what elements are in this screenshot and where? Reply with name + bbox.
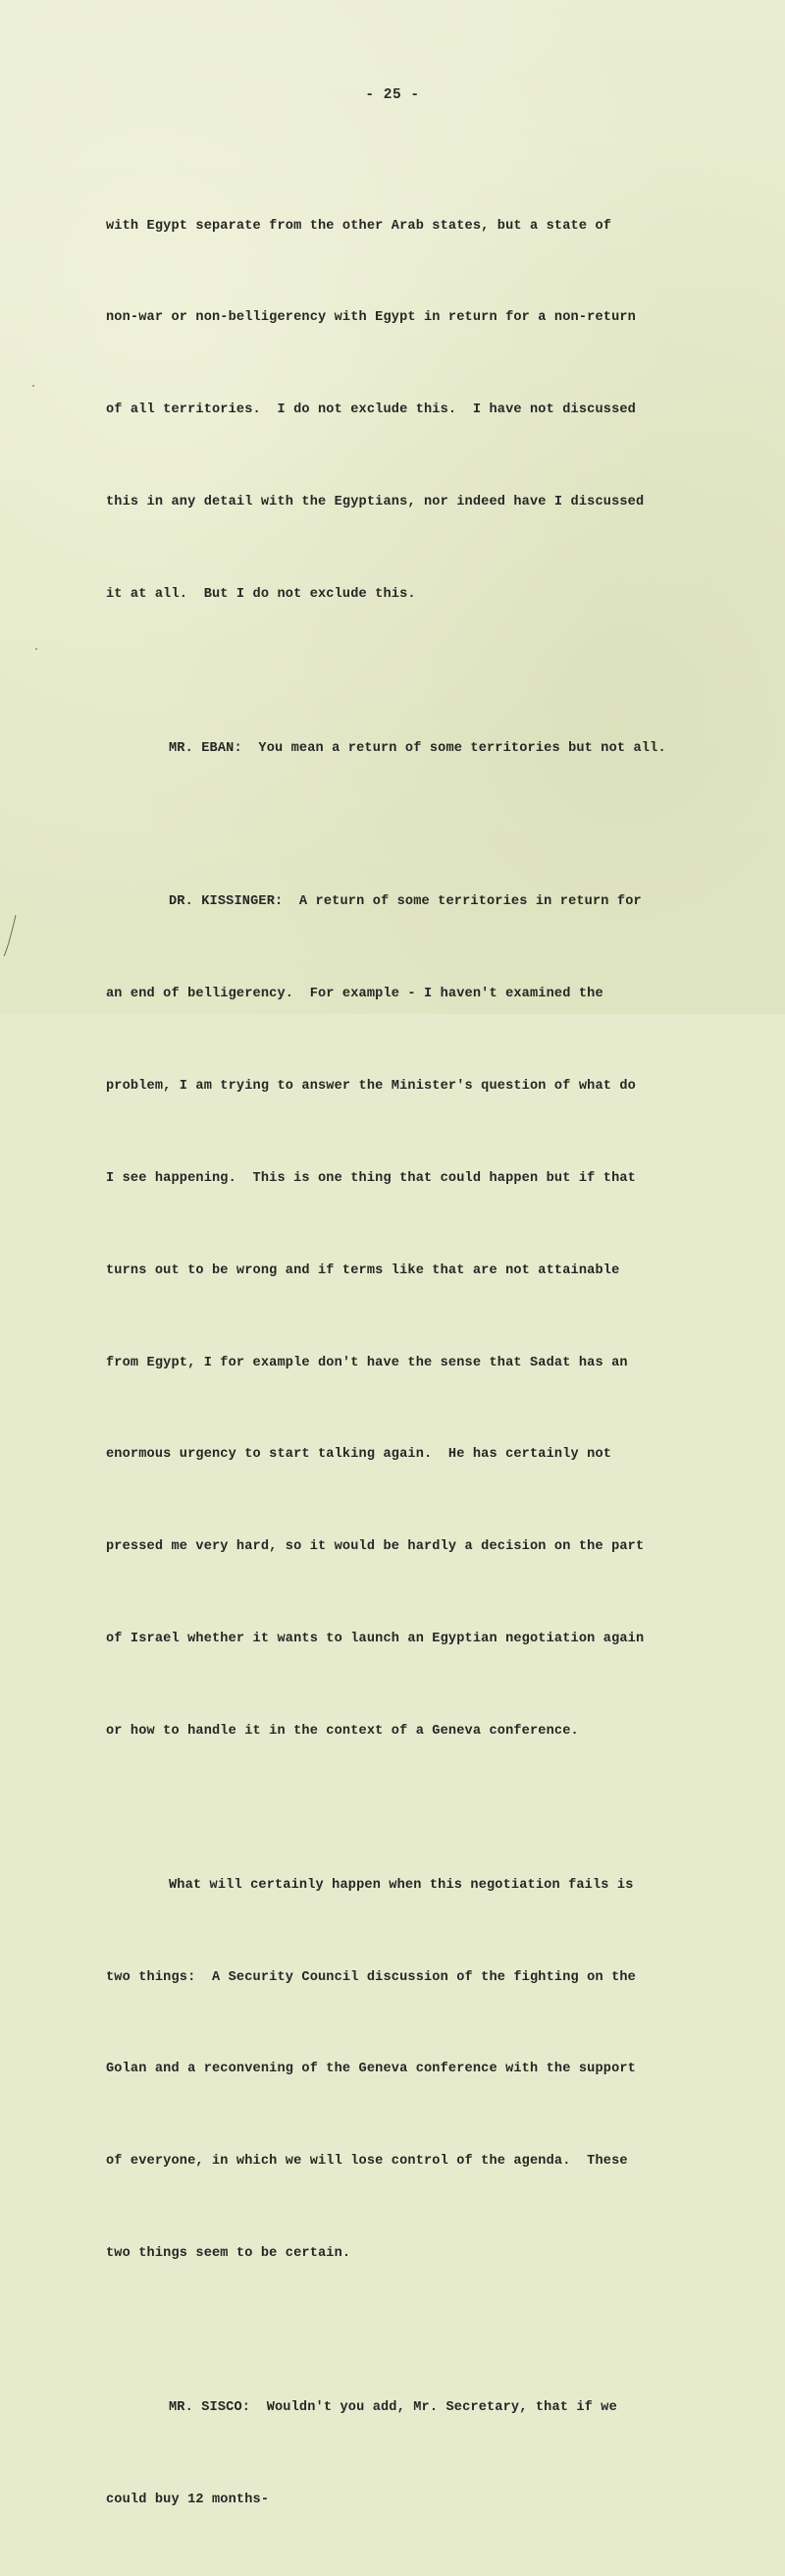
- text-line: pressed me very hard, so it would be hardly a decision on the part: [106, 1539, 645, 1555]
- paragraph-kissinger-continued: [106, 149, 734, 671]
- text-line: of all territories. I do not exclude this. I have not discussed: [106, 402, 636, 418]
- text-line: could buy 12 months-: [106, 2492, 270, 2507]
- text-line: enormous urgency to start talking again. He has certainly not: [106, 1447, 612, 1463]
- text-line: of Israel whether it wants to launch an Egyptian negotiation again: [106, 1632, 645, 1647]
- speck-mark: [35, 648, 37, 650]
- text-line: non-war or non-belligerency with Egypt in return for a non-return: [106, 310, 636, 326]
- text-line: two things seem to be certain.: [106, 2246, 351, 2262]
- text-line: of everyone, in which we will lose control of the agenda. These: [106, 2154, 628, 2170]
- text-line: I see happening. This is one thing that could happen but if that: [106, 1170, 636, 1186]
- text-line: or how to handle it in the context of a Geneva conference.: [106, 1724, 579, 1740]
- document-body: [106, 149, 734, 2576]
- text-line: this in any detail with the Egyptians, nor indeed have I discussed: [106, 495, 645, 510]
- text-line: with Egypt separate from the other Arab states, but a state of: [106, 218, 612, 234]
- text-line: problem, I am trying to answer the Minister's question of what do: [106, 1078, 636, 1094]
- text-line: MR. EBAN: You mean a return of some territories but not all.: [169, 740, 666, 756]
- text-line: it at all. But I do not exclude this.: [106, 587, 416, 603]
- text-line: DR. KISSINGER: A return of some territories in return for: [169, 894, 642, 910]
- paragraph-eban: [106, 671, 734, 825]
- paragraph-negotiation-fails: [106, 1808, 734, 2331]
- text-line: from Egypt, I for example don't have the sense that Sadat has an: [106, 1355, 628, 1370]
- text-line: What will certainly happen when this negotiation fails is: [169, 1877, 634, 1893]
- pencil-mark-icon: [2, 913, 20, 958]
- text-line: MR. SISCO: Wouldn't you add, Mr. Secretary, that if we: [169, 2399, 617, 2415]
- paragraph-kissinger: [106, 826, 734, 1809]
- paragraph-sisco: [106, 2331, 734, 2576]
- text-line: Golan and a reconvening of the Geneva conference with the support: [106, 2062, 636, 2077]
- text-line: turns out to be wrong and if terms like that are not attainable: [106, 1262, 620, 1278]
- text-line: two things: A Security Council discussion of the fighting on the: [106, 1969, 636, 1985]
- page-number: - 25 -: [365, 87, 420, 103]
- speck-mark: [32, 385, 34, 387]
- text-line: an end of belligerency. For example - I haven't examined the: [106, 987, 603, 1002]
